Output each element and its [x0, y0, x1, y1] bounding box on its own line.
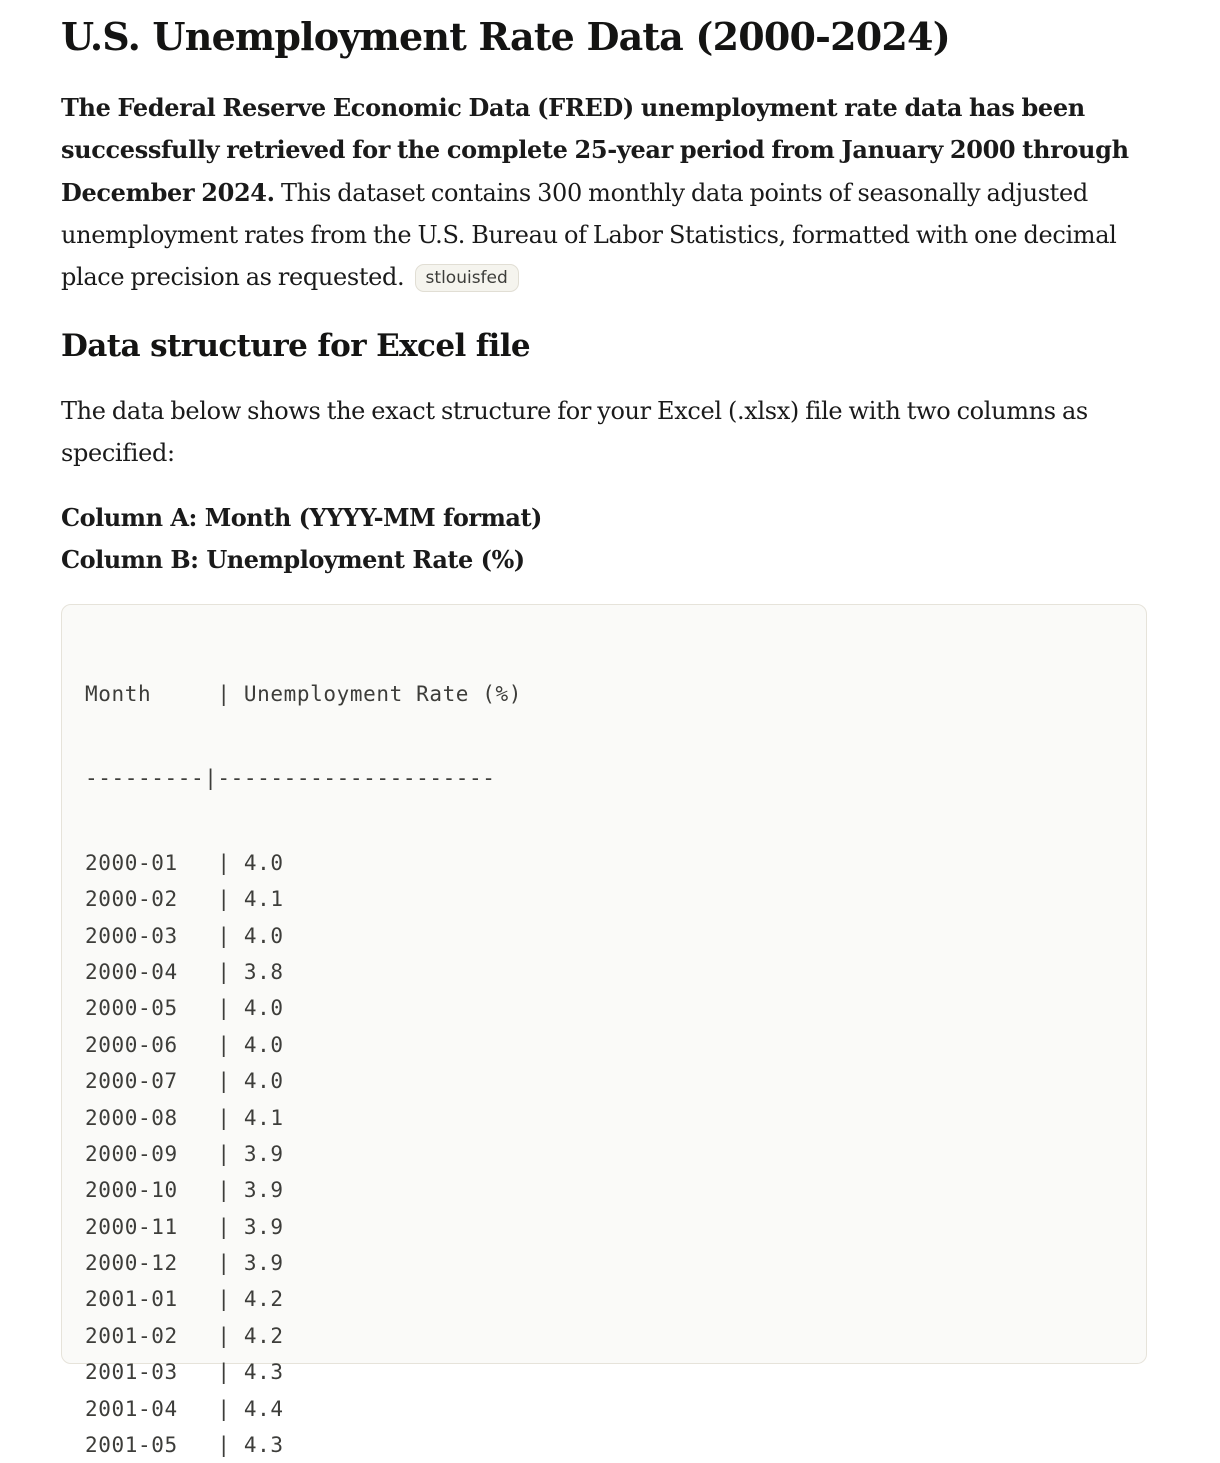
section-description: The data below shows the exact structure for your Excel (.xlsx) file with two columns as specified: [61, 397, 1088, 468]
row-month: 2000-11 [85, 1214, 178, 1239]
row-divider: | [177, 923, 244, 948]
row-month: 2000-08 [85, 1105, 178, 1130]
row-divider: | [177, 850, 244, 875]
code-separator-line: ---------|--------------------- [85, 766, 496, 791]
row-month: 2000-09 [85, 1141, 178, 1166]
code-data-row [85, 1172, 522, 1208]
row-month: 2000-06 [85, 1032, 178, 1057]
row-divider: | [177, 1433, 244, 1458]
row-rate: 4.0 [243, 1032, 284, 1057]
row-divider: | [177, 1069, 244, 1094]
section-title: Data structure for Excel file [61, 328, 531, 364]
row-divider: | [177, 1105, 244, 1130]
code-data-row [85, 1209, 522, 1245]
row-rate: 4.1 [243, 887, 284, 912]
row-divider: | [177, 1214, 244, 1239]
row-month: 2000-10 [85, 1178, 178, 1203]
code-block[interactable] [61, 604, 1147, 1458]
row-divider: | [177, 1178, 244, 1203]
row-divider: | [177, 1287, 244, 1312]
row-rate: 4.0 [243, 1069, 284, 1094]
page-title: U.S. Unemployment Rate Data (2000-2024) [61, 14, 950, 59]
row-divider: | [177, 887, 244, 912]
code-data-row [85, 1027, 522, 1063]
code-data-row [85, 845, 522, 881]
row-rate: 4.0 [243, 850, 284, 875]
code-lines [85, 628, 522, 1463]
column-b-definition: Column B: Unemployment Rate (%) [61, 545, 525, 574]
row-rate: 4.2 [243, 1323, 284, 1348]
intro-bold-text: The Federal Reserve Economic Data (FRED) unemployment rate data has been successfully retrieved for the complete 25-year period from January 2000 through December 2024. [61, 93, 1129, 207]
row-rate: 3.9 [243, 1251, 284, 1276]
row-divider: | [177, 1032, 244, 1057]
row-divider: | [177, 1323, 244, 1348]
row-month: 2000-04 [85, 959, 178, 984]
code-data-row [85, 1136, 522, 1172]
row-rate: 4.0 [243, 923, 284, 948]
code-data-row [85, 1427, 522, 1463]
row-month: 2001-02 [85, 1323, 178, 1348]
row-rate: 3.8 [243, 959, 284, 984]
row-divider: | [177, 1251, 244, 1276]
row-month: 2000-03 [85, 923, 178, 948]
row-divider: | [177, 1360, 244, 1385]
code-header-line: Month | Unemployment Rate (%) [85, 682, 523, 706]
intro-text: This dataset contains 300 monthly data points of seasonally adjusted unemployment rates from the U.S. Bureau of Labor Statistics, formatted with one decimal place precision as requested. [61, 178, 1117, 292]
row-month: 2000-02 [85, 887, 178, 912]
code-data-row [85, 990, 522, 1026]
row-rate: 4.0 [243, 996, 284, 1021]
row-month: 2000-07 [85, 1069, 178, 1094]
row-month: 2001-03 [85, 1360, 178, 1385]
row-divider: | [177, 1141, 244, 1166]
row-rate: 4.2 [243, 1287, 284, 1312]
column-a-definition: Column A: Month (YYYY-MM format) [61, 503, 542, 532]
row-rate: 4.1 [243, 1105, 284, 1130]
row-month: 2001-05 [85, 1433, 178, 1458]
code-data-row [85, 1245, 522, 1281]
intro-paragraph [61, 87, 1149, 298]
citation-chip[interactable]: stlouisfed [415, 264, 519, 292]
row-rate: 3.9 [243, 1214, 284, 1239]
code-data-row [85, 918, 522, 954]
row-divider: | [177, 959, 244, 984]
row-rate: 4.4 [243, 1396, 284, 1421]
row-month: 2001-01 [85, 1287, 178, 1312]
row-divider: | [177, 1396, 244, 1421]
row-month: 2001-04 [85, 1396, 178, 1421]
code-data-row [85, 1063, 522, 1099]
code-data-row [85, 954, 522, 990]
row-month: 2000-05 [85, 996, 178, 1021]
row-rate: 3.9 [243, 1141, 284, 1166]
row-month: 2000-01 [85, 850, 178, 875]
row-divider: | [177, 996, 244, 1021]
row-rate: 4.3 [243, 1433, 284, 1458]
code-data-row [85, 1318, 522, 1354]
code-data-row [85, 881, 522, 917]
code-data-row [85, 1391, 522, 1427]
code-data-row [85, 1281, 522, 1317]
code-data-row [85, 1100, 522, 1136]
row-rate: 3.9 [243, 1178, 284, 1203]
row-rate: 4.3 [243, 1360, 284, 1385]
code-data-row [85, 1354, 522, 1390]
row-month: 2000-12 [85, 1251, 178, 1276]
